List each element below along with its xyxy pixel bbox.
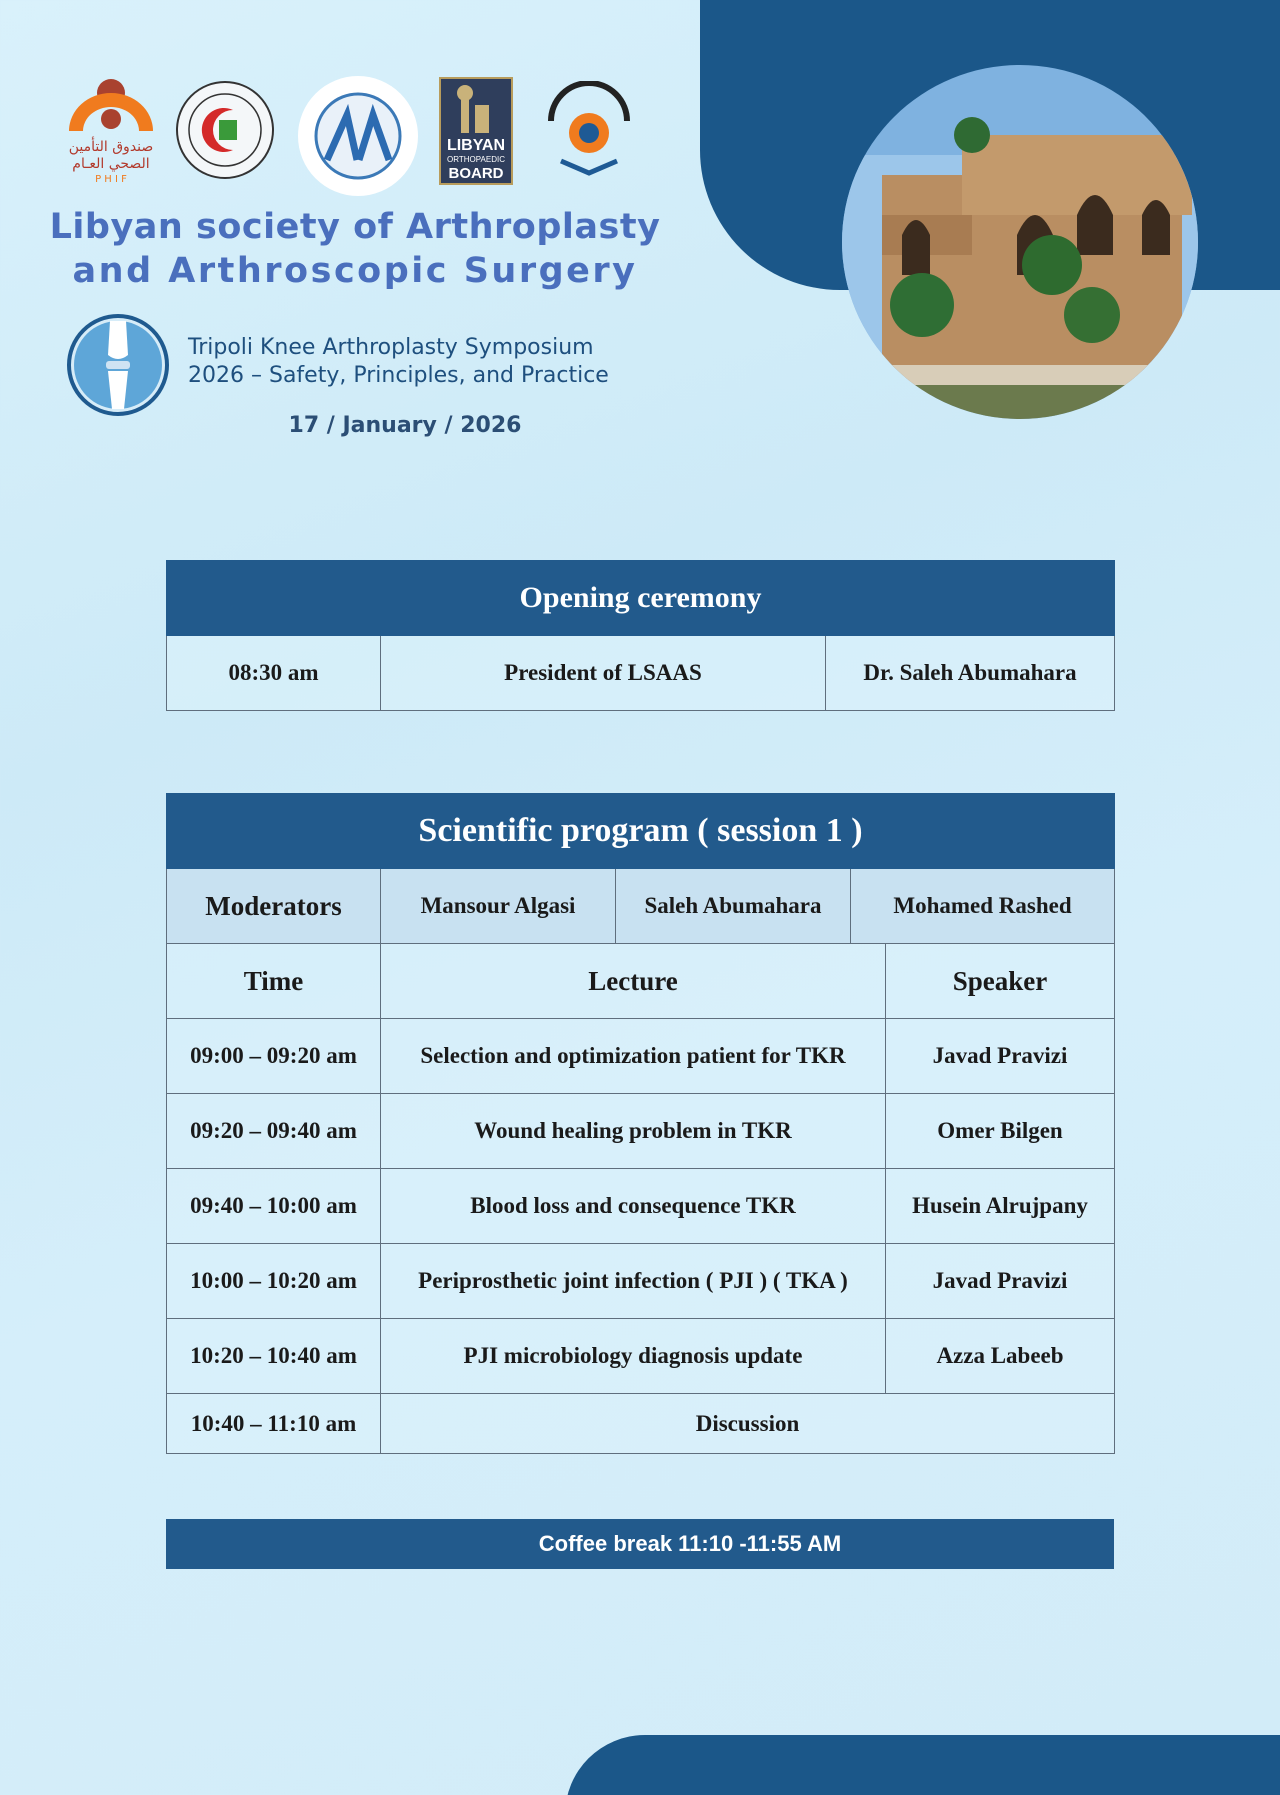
tripoli-castle-photo <box>842 65 1198 419</box>
discussion-label: Discussion <box>381 1394 1115 1454</box>
lecture-time: 09:00 – 09:20 am <box>167 1019 381 1094</box>
table-row <box>167 1244 1115 1319</box>
opening-ceremony-table <box>166 560 1115 711</box>
lecture-title: PJI microbiology diagnosis update <box>381 1319 886 1394</box>
svg-text:صندوق التأمين: صندوق التأمين <box>68 139 154 155</box>
moderators-label: Moderators <box>167 869 381 944</box>
lecture-speaker: Husein Alrujpany <box>886 1169 1115 1244</box>
lecture-time: 09:40 – 10:00 am <box>167 1169 381 1244</box>
lecture-speaker: Azza Labeeb <box>886 1319 1115 1394</box>
discussion-time: 10:40 – 11:10 am <box>167 1394 381 1454</box>
table-row <box>167 1394 1115 1454</box>
svg-text:ORTHOPAEDIC: ORTHOPAEDIC <box>447 155 505 164</box>
lecture-time: 09:20 – 09:40 am <box>167 1094 381 1169</box>
table-row <box>167 1019 1115 1094</box>
opening-time: 08:30 am <box>167 636 381 711</box>
society-title-line1: Libyan society of Arthroplasty <box>49 207 661 247</box>
moderator-name: Mohamed Rashed <box>851 869 1115 944</box>
svg-text:الصحي العـام: الصحي العـام <box>72 156 150 172</box>
moderator-name: Mansour Algasi <box>381 869 616 944</box>
lecture-time: 10:00 – 10:20 am <box>167 1244 381 1319</box>
table-row <box>167 1319 1115 1394</box>
libyan-research-authority-logo <box>541 81 637 177</box>
symposium-title-line1: Tripoli Knee Arthroplasty Symposium <box>188 335 594 360</box>
opening-role: President of LSAAS <box>381 636 826 711</box>
speaker-column-header: Speaker <box>886 944 1115 1019</box>
coffee-break-banner: Coffee break 11:10 -11:55 AM <box>166 1519 1114 1569</box>
lecture-column-header: Lecture <box>381 944 886 1019</box>
lecture-speaker: Omer Bilgen <box>886 1094 1115 1169</box>
opening-person: Dr. Saleh Abumahara <box>826 636 1115 711</box>
symposium-title <box>188 334 648 390</box>
libyan-orthopaedic-board-logo <box>439 77 513 185</box>
lecture-title: Wound healing problem in TKR <box>381 1094 886 1169</box>
phif-logo <box>65 75 157 185</box>
lecture-speaker: Javad Pravizi <box>886 1019 1115 1094</box>
svg-text:LIBYAN: LIBYAN <box>446 137 506 154</box>
society-title-line2: and Arthroscopic Surgery <box>72 251 638 291</box>
symposium-title-line2: 2026 – Safety, Principles, and Practice <box>188 363 609 388</box>
medical-specialties-council-logo <box>175 80 275 180</box>
lecture-title: Blood loss and consequence TKR <box>381 1169 886 1244</box>
lsaas-logo <box>297 75 419 197</box>
lecture-time: 10:20 – 10:40 am <box>167 1319 381 1394</box>
lecture-title: Periprosthetic joint infection ( PJI ) ( TKA ) <box>381 1244 886 1319</box>
moderator-name: Saleh Abumahara <box>616 869 851 944</box>
session-heading: Scientific program ( session 1 ) <box>167 794 1115 869</box>
knee-implant-icon <box>66 313 170 417</box>
svg-text:P H I F: P H I F <box>95 174 127 185</box>
table-row <box>167 1094 1115 1169</box>
bottom-banner-shape <box>565 1735 1280 1795</box>
time-column-header: Time <box>167 944 381 1019</box>
table-row <box>167 1169 1115 1244</box>
opening-ceremony-heading: Opening ceremony <box>167 561 1115 636</box>
session-1-table <box>166 793 1115 1454</box>
svg-text:BOARD: BOARD <box>448 165 504 182</box>
lecture-title: Selection and optimization patient for TKR <box>381 1019 886 1094</box>
lecture-speaker: Javad Pravizi <box>886 1244 1115 1319</box>
society-title <box>40 205 670 293</box>
event-date: 17 / January / 2026 <box>288 413 522 438</box>
